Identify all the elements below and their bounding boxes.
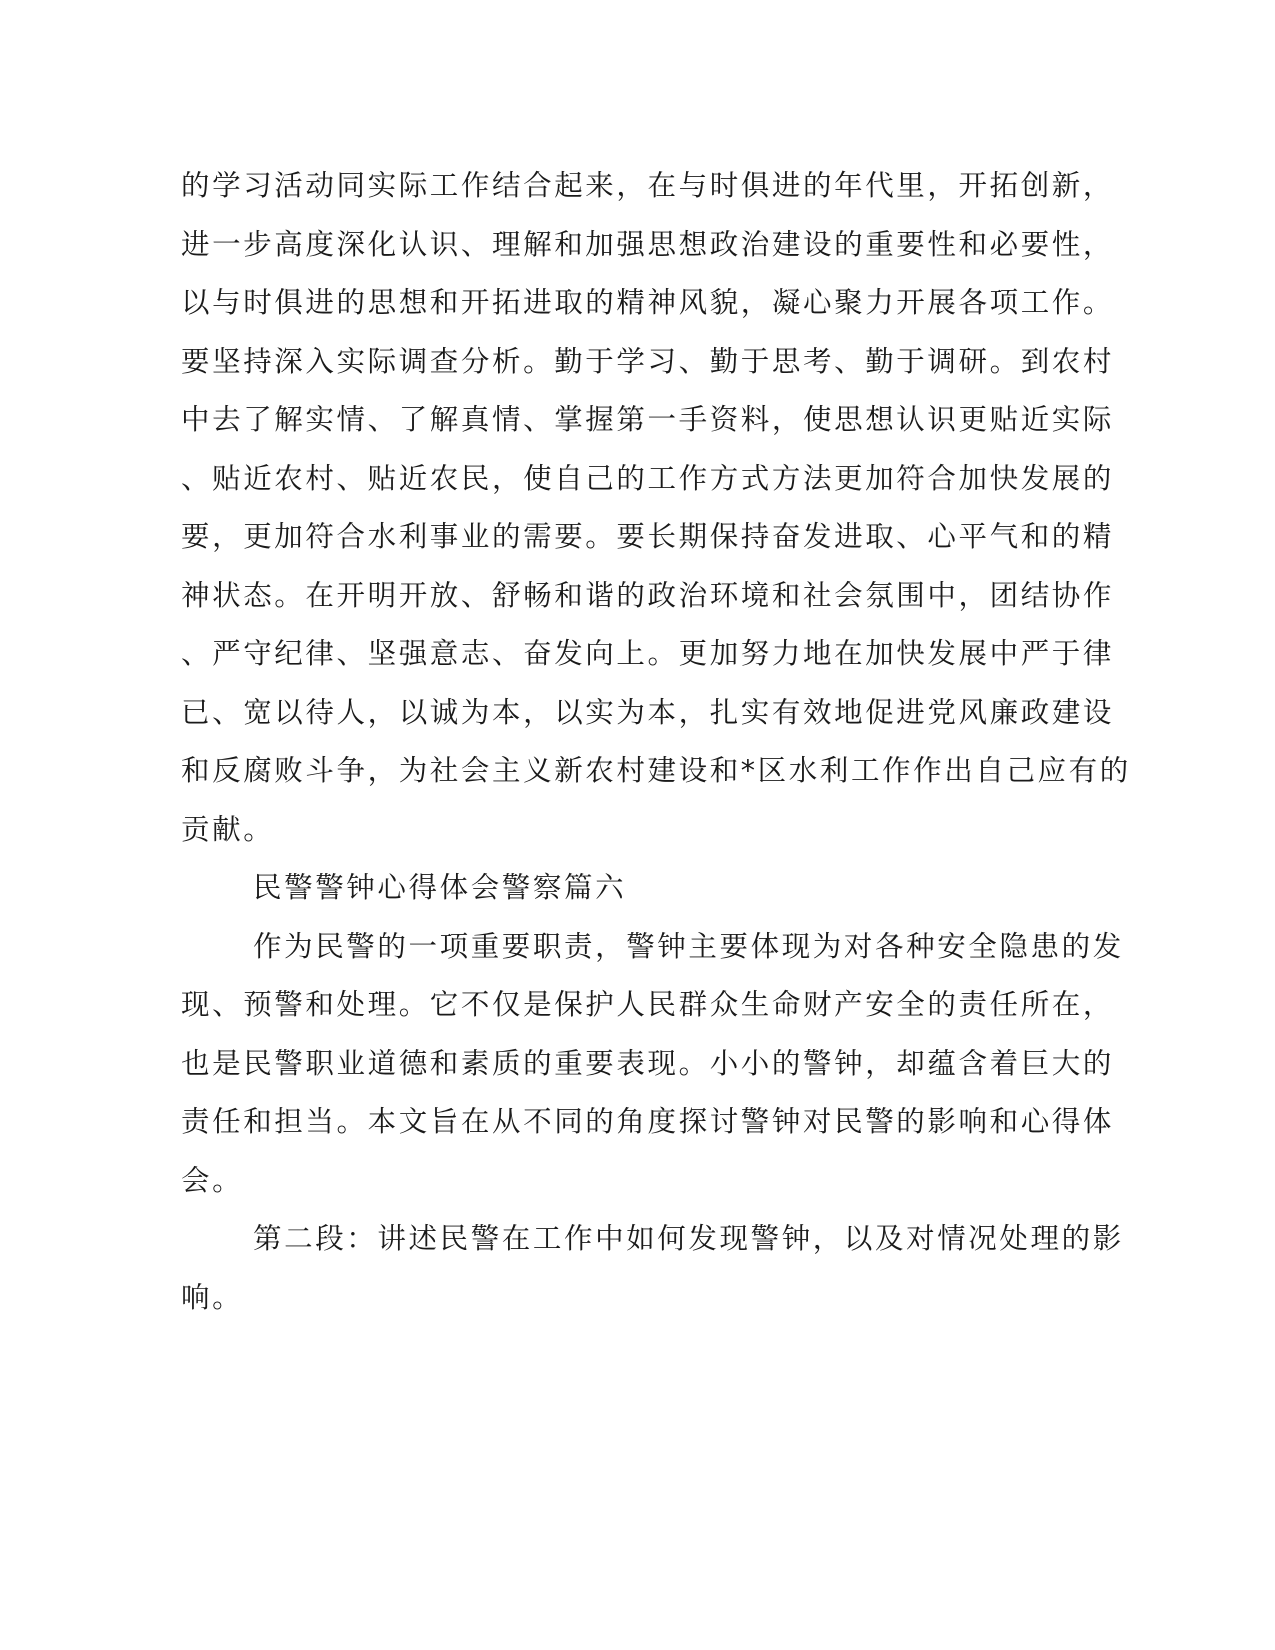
document-body [181, 157, 1131, 1327]
text-line: 要坚持深入实际调查分析。勤于学习、勤于思考、勤于调研。到农村 [181, 344, 1115, 378]
text-line: 、贴近农村、贴近农民，使自己的工作方式方法更加符合加快发展的 [181, 461, 1115, 495]
section-heading: 民警警钟心得体会警察篇六 [253, 871, 627, 904]
paragraph-continued [181, 157, 1131, 859]
text-line: 会。 [181, 1163, 244, 1197]
text-line: 以与时俱进的思想和开拓进取的精神风貌，凝心聚力开展各项工作。 [181, 286, 1115, 319]
text-line: 现、预警和处理。它不仅是保护人民群众生命财产安全的责任所在， [181, 988, 1115, 1021]
text-line: 和反腐败斗争，为社会主义新农村建设和*区水利工作作出自己应有的 [181, 754, 1131, 787]
text-line: 贡献。 [181, 812, 275, 846]
paragraph-intro [181, 918, 1124, 1211]
text-line: 神状态。在开明开放、舒畅和谐的政治环境和社会氛围中，团结协作 [181, 578, 1115, 612]
text-line: 进一步高度深化认识、理解和加强思想政治建设的重要性和必要性， [181, 227, 1115, 261]
text-line: 的学习活动同实际工作结合起来，在与时俱进的年代里，开拓创新， [181, 169, 1115, 202]
paragraph-second [181, 1210, 1124, 1327]
text-line: 、严守纪律、坚强意志、奋发向上。更加努力地在加快发展中严于律 [181, 637, 1115, 670]
text-line: 也是民警职业道德和素质的重要表现。小小的警钟，却蕴含着巨大的 [181, 1046, 1115, 1080]
text-line: 第二段：讲述民警在工作中如何发现警钟，以及对情况处理的影 [253, 1222, 1124, 1255]
text-line: 要，更加符合水利事业的需要。要长期保持奋发进取、心平气和的精 [181, 520, 1115, 553]
text-line: 中去了解实情、了解真情、掌握第一手资料，使思想认识更贴近实际 [181, 403, 1115, 436]
text-line: 响。 [181, 1280, 244, 1314]
text-line: 已、宽以待人，以诚为本，以实为本，扎实有效地促进党风廉政建设 [181, 695, 1115, 729]
text-line: 作为民警的一项重要职责，警钟主要体现为对各种安全隐患的发 [253, 929, 1124, 963]
text-line: 责任和担当。本文旨在从不同的角度探讨警钟对民警的影响和心得体 [181, 1105, 1115, 1138]
